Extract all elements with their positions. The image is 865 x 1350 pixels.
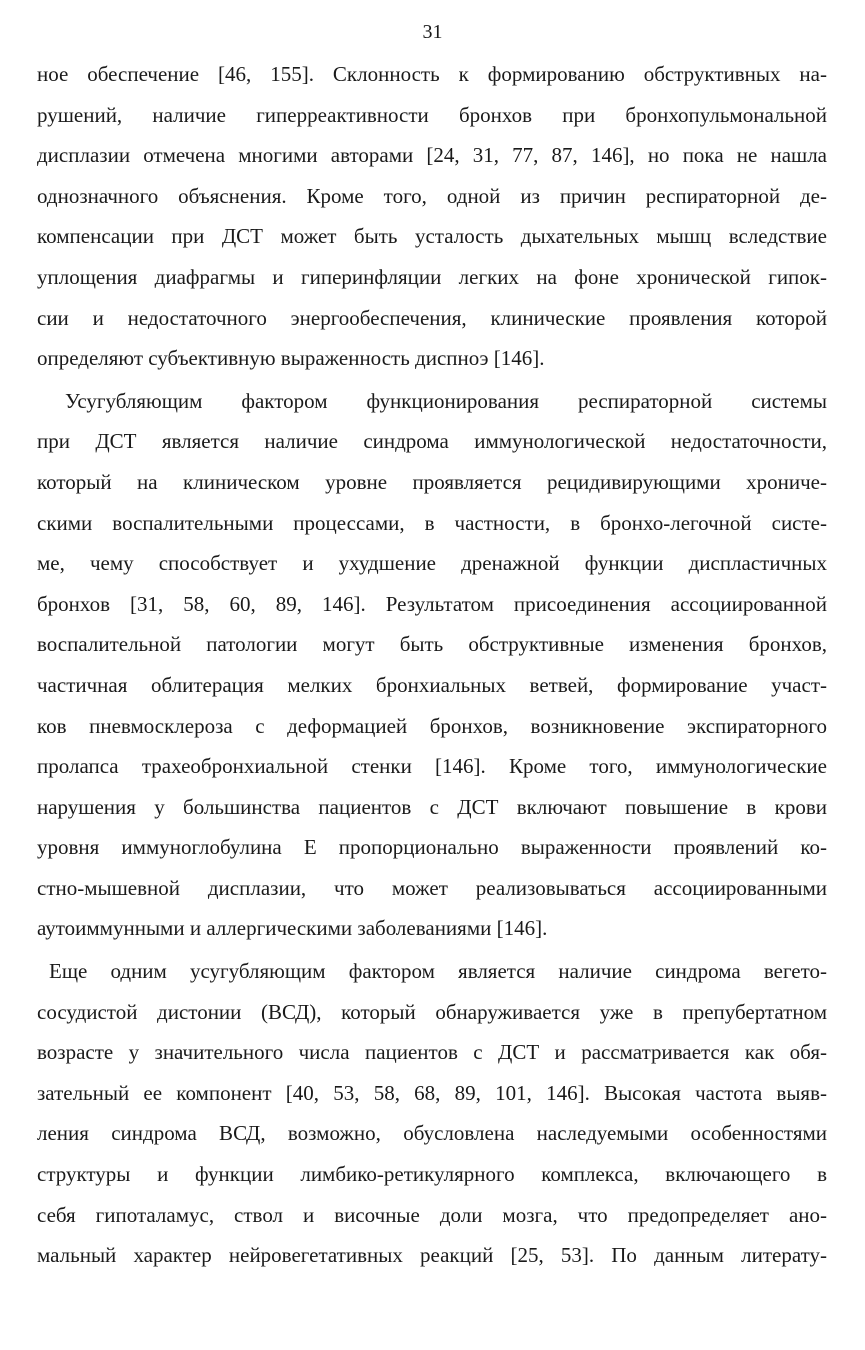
text-line: при ДСТ является наличие синдрома иммунологической недостаточности, (37, 429, 827, 454)
text-line: мальный характер нейровегетативных реакций [25, 53]. По данным литерату- (37, 1243, 827, 1268)
paragraph-3 (37, 951, 827, 1276)
text-line: сии и недостаточного энергообеспечения, клинические проявления которой (37, 305, 827, 330)
text-line: Усугубляющим фактором функционирования респираторной системы (65, 388, 827, 413)
text-line: нарушения у большинства пациентов с ДСТ включают повышение в крови (37, 794, 827, 819)
text-line: уровня иммуноглобулина Е пропорционально выраженности проявлений ко- (37, 835, 827, 860)
text-line: себя гипоталамус, ствол и височные доли мозга, что предопределяет ано- (37, 1202, 827, 1227)
paragraph-2 (37, 381, 827, 949)
text-line: сосудистой дистонии (ВСД), который обнаруживается уже в препубертатном (37, 999, 827, 1024)
text-line: воспалительной патологии могут быть обструктивные изменения бронхов, (37, 632, 827, 657)
text-line: зательный ее компонент [40, 53, 58, 68, 89, 101, 146]. Высокая частота выяв- (37, 1080, 827, 1105)
text-line: однозначного объяснения. Кроме того, одной из причин респираторной де- (37, 183, 827, 208)
page-number: 31 (422, 21, 443, 43)
text-line: который на клиническом уровне проявляется рецидивирующими хрониче- (37, 469, 827, 494)
text-line: бронхов [31, 58, 60, 89, 146]. Результатом присоединения ассоциированной (37, 591, 827, 616)
text-line: ме, чему способствует и ухудшение дренажной функции диспластичных (37, 551, 827, 576)
text-line: стно-мышевной дисплазии, что может реализовываться ассоциированными (37, 875, 827, 900)
text-line: пролапса трахеобронхиальной стенки [146]. Кроме того, иммунологические (37, 754, 827, 779)
text-line: уплощения диафрагмы и гиперинфляции легких на фоне хронической гипок- (37, 264, 827, 289)
text-line: определяют субъективную выраженность диспноэ [146]. (37, 346, 545, 371)
paragraph-1 (37, 54, 827, 379)
text-line: ное обеспечение [46, 155]. Склонность к формированию обструктивных на- (37, 62, 827, 86)
text-line: частичная облитерация мелких бронхиальных ветвей, формирование участ- (37, 672, 827, 697)
text-line: ления синдрома ВСД, возможно, обусловлена наследуемыми особенностями (37, 1121, 827, 1146)
text-line: скими воспалительными процессами, в частности, в бронхо-легочной систе- (37, 510, 827, 535)
body-text (37, 54, 827, 1276)
text-line: ков пневмосклероза с деформацией бронхов, возникновение экспираторного (37, 713, 827, 738)
text-line: дисплазии отмечена многими авторами [24, 31, 77, 87, 146], но пока не нашла (37, 143, 827, 168)
text-line: рушений, наличие гиперреактивности бронхов при бронхопульмональной (37, 102, 827, 127)
text-line: возрасте у значительного числа пациентов с ДСТ и рассматривается как обя- (37, 1040, 827, 1065)
text-line: структуры и функции лимбико-ретикулярного комплекса, включающего в (37, 1162, 827, 1187)
text-line: компенсации при ДСТ может быть усталость дыхательных мышц вследствие (37, 224, 827, 249)
text-line: аутоиммунными и аллергическими заболеваниями [146]. (37, 916, 548, 941)
text-line: Еще одним усугубляющим фактором является наличие синдрома вегето- (49, 959, 827, 984)
